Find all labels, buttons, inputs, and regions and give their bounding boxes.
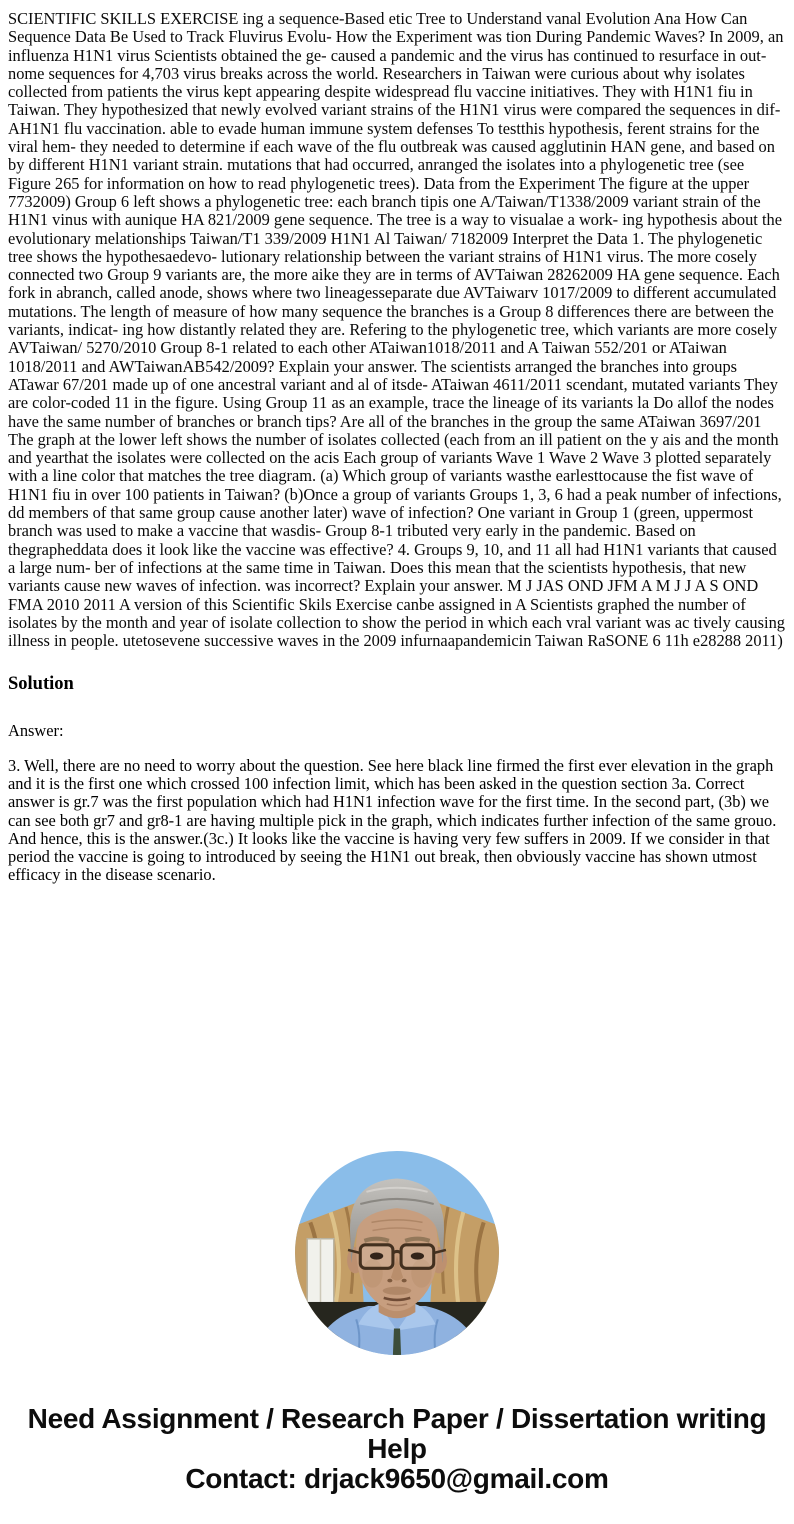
contact-email: Contact: drjack9650@gmail.com bbox=[185, 1462, 609, 1494]
tutor-avatar bbox=[295, 1151, 499, 1355]
solution-heading: Solution bbox=[8, 674, 74, 695]
bottom-whitespace bbox=[8, 1494, 786, 1516]
answer-text: 3. Well, there are no need to worry about the question. See here black line firmed the first ever elevation in the graph and it is the first one which crossed 100 infection limit, which has been asked in the question section 3a. Correct answer is gr.7 was the first population which had H1N1 infection wave for the first time. In the second part, (3b) we can see both gr7 and gr8-1 are having multiple pick in the graph, which indicates further infection of the same grouo. And hence, this is the answer.(3c.) It looks like the vaccine is having very few suffers in 2009. If we consider in that period the vaccine is going to introduced by seeing the H1N1 out break, then obviously vaccine has shown utmost efficacy in the disease scenario. bbox=[8, 755, 777, 885]
profile-photo-image bbox=[295, 1151, 499, 1355]
question-text: SCIENTIFIC SKILLS EXERCISE ing a sequence-Based etic Tree to Understand vanal Evolution Ana How Can Sequence Data Be Used to Track Fluvirus Evolu- How the Experiment was tion During Pandemic Waves? In 2009, an influenza H1N1 virus Scientists obtained the ge- caused a pandemic and the virus has continued to resurface in out- nome sequences for 4,703 virus breaks across the world. Researchers in Taiwan were curious about why isolates collected from patients the virus kept appearing despite widespread flu vaccine initiatives. They with H1N1 fiu in Taiwan. They hypothesized that newly evolved variant strains of the H1N1 virus were compared the sequences in dif- AH1N1 flu vaccination. able to evade human immune system defenses To testthis hypothesis, ferent strains for the viral hem- they needed to determine if each wave of the flu outbreak was caused agglutinin HAN gene, and based on by different H1N1 variant strain. mutations that had occurred, anranged the isolates into a phylogenetic tree (see Figure 265 for information on how to read phylogenetic trees). Data from the Experiment The figure at the upper 7732009) Group 6 left shows a phylogenetic tree: each branch tipis one A/Taiwan/T1338/2009 variant strain of the H1N1 vinus with aunique HA 821/2009 gene sequence. The tree is a way to visualae a work- ing hypothesis about the evolutionary melationships Taiwan/T1 339/2009 H1N1 Al Taiwan/ 7182009 Interpret the Data 1. The phylogenetic tree shows the hypothesaedevo- lutionary relationship between the variant strains of H1N1 virus. The more cosely connected two Group 9 variants are, the more aike they are in terms of AVTaiwan 28262009 HA gene sequence. Each fork in abranch, called anode, shows where two lineagesseparate due AVTaiwarv 1017/2009 to different accumulated mutations. The length of measure of how many sequence the branches is a Group 8 differences there are between the variants, indicat- ing how distantly related they are. Refering to the phylogenetic tree, which variants are more cosely AVTaiwan/ 5270/2010 Group 8-1 related to each other ATaiwan1018/2011 and A Taiwan 552/201 or ATaiwan 1018/2011 and AWTaiwanAB542/2009? Explain your answer. The scientists arranged the branches into groups ATawar 67/201 made up of one ancestral variant and al of itsde- ATaiwan 4611/2011 scendant, mutated variants They are color-coded 11 in the figure. Using Group 11 as an example, trace the lineage of its variants la Do allof the nodes have the same number of branches or branch tips? Are all of the branches in the group the same ATaiwan 3697/201 The graph at the lower left shows the number of isolates collected (each from an ill patient on the y ais and the month and yearthat the isolates were collected on the acis Each group of variants Wave 1 Wave 2 Wave 3 plotted separately with a line color that matches the tree diagram. (a) Which group of variants wasthe earlesttocause the fist wave of H1N1 fiu in over 100 patients in Taiwan? (b)Once a group of variants Groups 1, 3, 6 had a peak number of infections, dd members of that same group cause another later) wave of infection? One variant in Group 1 (green, uppermost branch was used to make a vaccine that wasdis- Group 8-1 tributed very early in the pandemic. Based on thegrapheddata does it look like the vaccine was effective? 4. Groups 9, 10, and 11 all had H1N1 variants that caused a large num- ber of infections at the same time in Taiwan. Does this mean that the scientists hypothesis, that new variants cause new waves of infection. was incorrect? Explain your answer. M J JAS OND JFM A M J J A S OND FMA 2010 2011 A version of this Scientific Skils Exercise canbe assigned in A Scientists graphed the number of isolates by the month and year of isolate collection to show the period in which each vral variant was ac tively causing illness in people. utetosevene successive waves in the 2009 infurnaapandemicin Taiwan RaSONE 6 11h e28288 2011) bbox=[8, 9, 785, 651]
help-heading: Need Assignment / Research Paper / Dissertation writing Help bbox=[27, 1402, 767, 1464]
answer-label: Answer: bbox=[8, 721, 64, 741]
